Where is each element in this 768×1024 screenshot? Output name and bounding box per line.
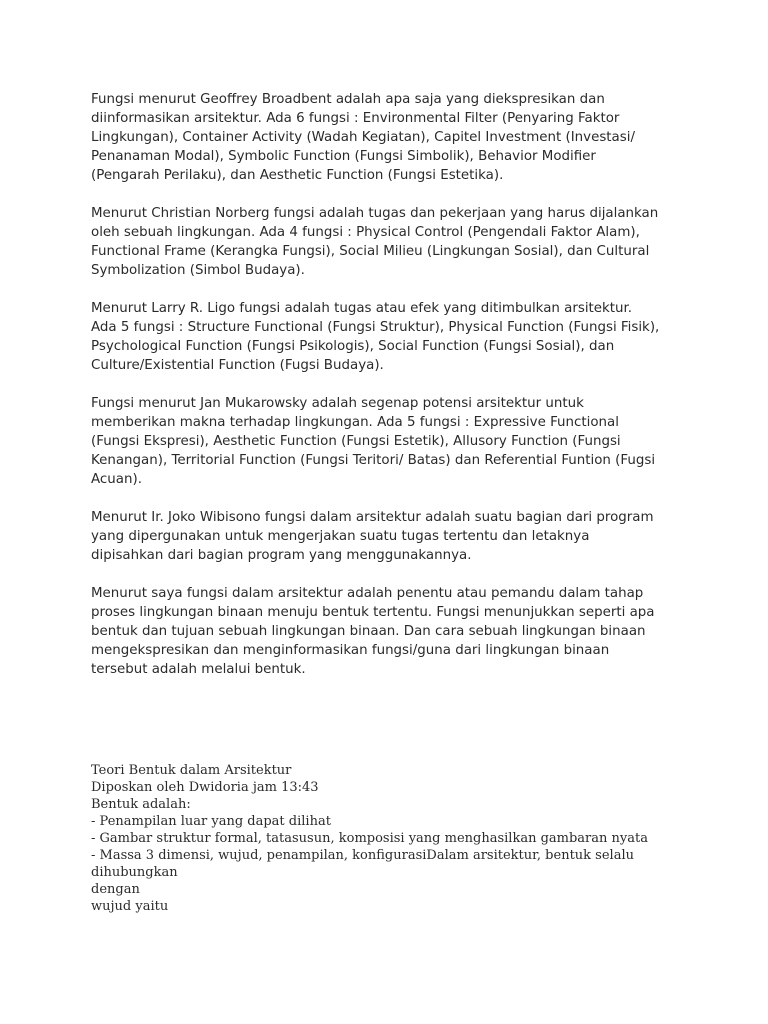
blog-post-excerpt — [91, 762, 711, 915]
paragraph-norberg: Menurut Christian Norberg fungsi adalah tugas dan pekerjaan yang harus dijalankan oleh sebuah lingkungan. Ada 4 fungsi : Physical Control (Pengendali Faktor Alam), Functional Frame (Kerangka Fungsi), Social Milieu (Lingkungan Sosial), dan Cultural Symbolization (Simbol Budaya). — [91, 206, 659, 278]
post-byline: Diposkan oleh Dwidoria jam 13:43 — [91, 780, 319, 795]
list-item: - Gambar struktur formal, tatasusun, komposisi yang menghasilkan gambaran nyata — [91, 831, 648, 846]
essay-body — [91, 90, 691, 698]
paragraph-author-opinion: Menurut saya fungsi dalam arsitektur adalah penentu atau pemandu dalam tahap proses lingkungan binaan menuju bentuk tertentu. Fungsi menunjukkan seperti apa bentuk dan tujuan sebuah lingkungan binaan. Dan cara sebuah lingkungan binaan mengekspresikan dan menginformasikan fungsi/guna dari lingkungan binaan tersebut adalah melalui bentuk. — [91, 586, 655, 677]
paragraph-mukarowsky: Fungsi menurut Jan Mukarowsky adalah segenap potensi arsitektur untuk memberikan makna terhadap lingkungan. Ada 5 fungsi : Expressive Functional (Fungsi Ekspresi), Aesthetic Function (Fungsi Estetik), Allusory Function (Fungsi Kenangan), Territorial Function (Fungsi Teritori/ Batas) dan Referential Funtion (Fugsi Acuan). — [91, 396, 656, 487]
post-title: Teori Bentuk dalam Arsitektur — [91, 763, 292, 778]
list-item: - Penampilan luar yang dapat dilihat — [91, 814, 331, 829]
paragraph-wibisono: Menurut Ir. Joko Wibisono fungsi dalam arsitektur adalah suatu bagian dari program yang dipergunakan untuk mengerjakan suatu tugas tertentu dan letaknya dipisahkan dari bagian program yang menggunakannya. — [91, 510, 654, 563]
post-intro: Bentuk adalah: — [91, 797, 191, 812]
paragraph-broadbent: Fungsi menurut Geoffrey Broadbent adalah apa saja yang diekspresikan dan diinformasikan arsitektur. Ada 6 fungsi : Environmental Filter (Penyaring Faktor Lingkungan), Container Activity (Wadah Kegiatan), Capitel Investment (Investasi/ Penanaman Modal), Symbolic Function (Fungsi Simbolik), Behavior Modifier (Pengarah Perilaku), dan Aesthetic Function (Fungsi Estetika). — [91, 92, 635, 183]
list-item: wujud yaitu — [91, 899, 169, 914]
paragraph-ligo: Menurut Larry R. Ligo fungsi adalah tugas atau efek yang ditimbulkan arsitektur. Ada 5 fungsi : Structure Functional (Fungsi Struktur), Physical Function (Fungsi Fisik), Psychological Function (Fungsi Psikologis), Social Function (Fungsi Sosial), dan Culture/Existential Function (Fugsi Budaya). — [91, 301, 660, 373]
list-item: - Massa 3 dimensi, wujud, penampilan, konfigurasiDalam arsitektur, bentuk selalu dihubungkan dengan — [91, 848, 634, 897]
